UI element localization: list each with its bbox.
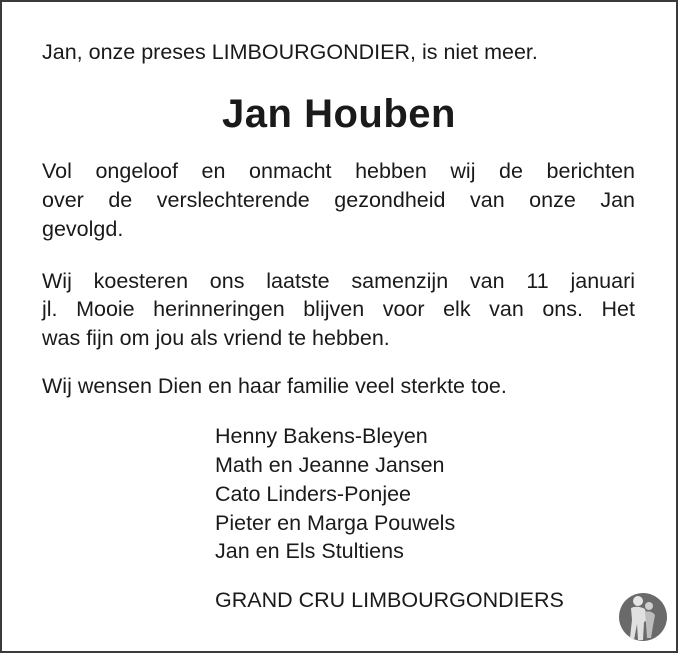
- paragraph1-line: gevolgd.: [42, 217, 124, 241]
- signatory: Henny Bakens-Bleyen: [215, 424, 428, 448]
- paragraph2-line: was fijn om jou als vriend te hebben.: [42, 326, 390, 350]
- organization-name: GRAND CRU LIMBOURGONDIERS: [215, 588, 564, 612]
- deceased-name: Jan Houben: [222, 92, 456, 136]
- intro-text: Jan, onze preses LIMBOURGONDIER, is niet meer.: [42, 40, 538, 64]
- signatory: Cato Linders-Ponjee: [215, 482, 412, 506]
- signatory: Jan en Els Stultiens: [215, 539, 404, 563]
- signatory: Math en Jeanne Jansen: [215, 453, 445, 477]
- paragraph1-line: over de verslechterende gezondheid van onze Jan: [42, 188, 635, 212]
- paragraph2-line: Wij koesteren ons laatste samenzijn van 11 januari: [42, 269, 635, 293]
- paragraph1-line: Vol ongeloof en onmacht hebben wij de berichten: [42, 159, 635, 183]
- paragraph3: Wij wensen Dien en haar familie veel sterkte toe.: [42, 374, 507, 398]
- paragraph2-line: jl. Mooie herinneringen blijven voor elk van ons. Het: [42, 297, 635, 321]
- signatory: Pieter en Marga Pouwels: [215, 511, 456, 535]
- memorial-logo-icon: [618, 592, 668, 642]
